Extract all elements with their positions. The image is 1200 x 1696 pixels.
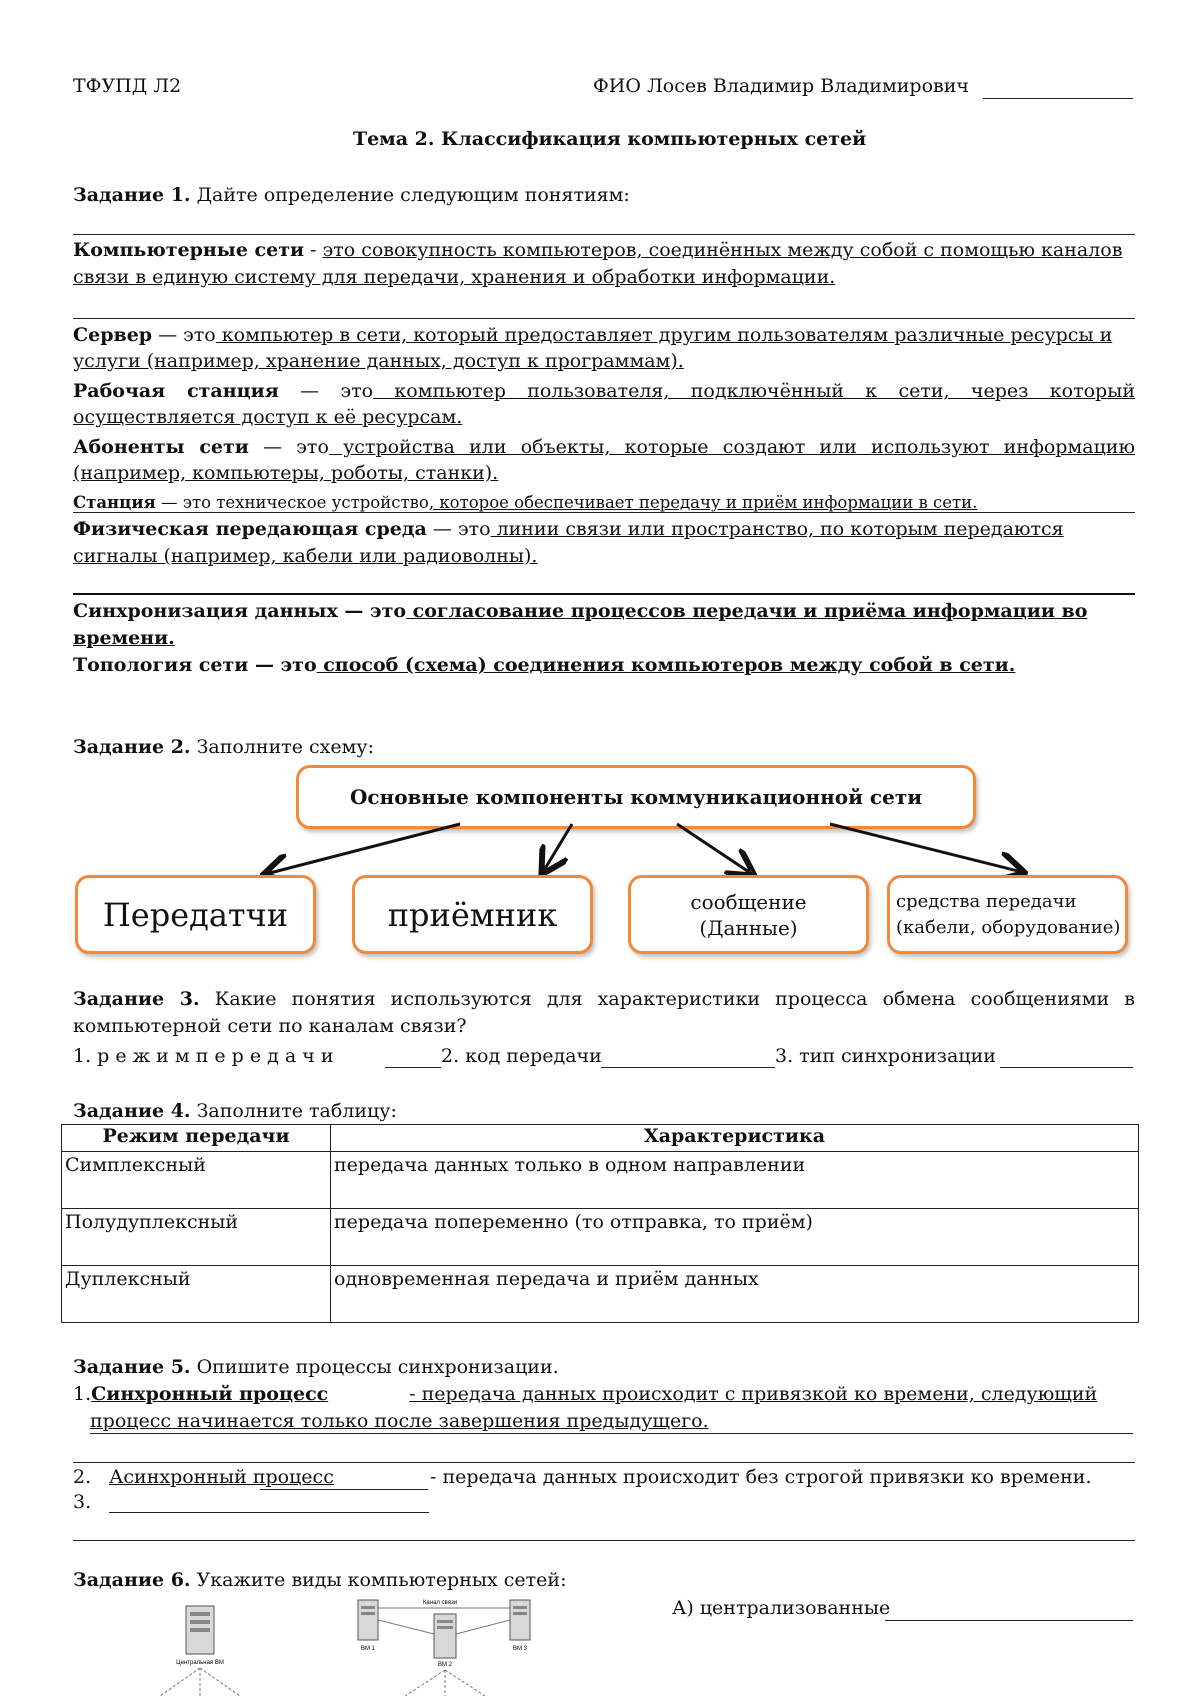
task3-answer-1: 1. р е ж и м п е р е д а ч и — [73, 1045, 334, 1067]
table-cell: Симплексный — [62, 1152, 331, 1209]
fig-label: Центральная ВМ — [176, 1660, 224, 1666]
answer-blank — [885, 1620, 1133, 1621]
table-row — [62, 1266, 1139, 1323]
table-cell: Дуплексный — [62, 1266, 331, 1323]
task5-heading: Задание 5. Опишите процессы синхронизации. — [73, 1356, 559, 1378]
def-station: Станция — это техническое устройство, которое обеспечивает передачу и приём информации в сети. — [73, 493, 978, 512]
computer-icon — [510, 1600, 530, 1640]
answer-blank — [109, 1512, 429, 1513]
diagram-node-transmitter: Передатчи — [75, 875, 316, 954]
central-server-icon — [186, 1606, 214, 1654]
fig-label: ВМ 2 — [437, 1662, 453, 1668]
divider — [73, 512, 1135, 513]
def-sync-2: времени. — [73, 627, 175, 649]
def-medium-2: сигналы (например, кабели или радиоволны). — [73, 545, 538, 567]
answer-blank — [601, 1067, 775, 1068]
def-workstation: Рабочая станция — это компьютер пользователя, подключённый к сети, через который — [73, 380, 1136, 402]
fig-label: ВМ 3 — [512, 1646, 528, 1652]
network-figure — [140, 1598, 560, 1696]
task4-heading: Задание 4. Заполните таблицу: — [73, 1100, 397, 1122]
task2-heading: Задание 2. Заполните схему: — [73, 736, 374, 758]
answer-blank — [90, 1433, 1133, 1434]
table-row — [62, 1152, 1139, 1209]
task5-item-1-2: процесс начинается только после завершения предыдущего. — [90, 1410, 709, 1432]
diagram-node-message: сообщение (Данные) — [628, 875, 869, 954]
def-sync: Синхронизация данных — это согласование процессов передачи и приёма информации во — [73, 600, 1088, 622]
table-cell: одновременная передача и приём данных — [331, 1266, 1139, 1323]
task3-heading-2: компьютерной сети по каналам связи? — [73, 1015, 467, 1037]
answer-blank — [385, 1067, 441, 1068]
table-header: Характеристика — [331, 1125, 1139, 1152]
diagram-root: Основные компоненты коммуникационной сети — [296, 765, 976, 829]
page-title: Тема 2. Классификация компьютерных сетей — [353, 128, 867, 150]
table-cell: Полудуплексный — [62, 1209, 331, 1266]
def-topology: Топология сети — это способ (схема) соединения компьютеров между собой в сети. — [73, 654, 1016, 676]
task6-answer-a: А) централизованные — [672, 1597, 891, 1619]
table-header: Режим передачи — [62, 1125, 331, 1152]
diagram-arrows — [0, 820, 1200, 880]
name-blank — [983, 98, 1133, 99]
def-server: Сервер — это компьютер в сети, который предоставляет другим пользователям различные ресурсы и — [73, 324, 1113, 346]
computer-icon — [434, 1614, 456, 1658]
task3-answer-3: 3. тип синхронизации — [775, 1045, 996, 1067]
divider — [73, 593, 1135, 595]
def-network: Компьютерные сети - это совокупность компьютеров, соединённых между собой с помощью каналов — [73, 239, 1123, 261]
table-row — [62, 1209, 1139, 1266]
task5-item-2: 2. Асинхронный процесс - передача данных происходит без строгой привязки ко времени. — [73, 1466, 1092, 1488]
doc-code: ТФУПД Л2 — [73, 75, 182, 97]
def-server-2: услуги (например, хранение данных, доступ к программам). — [73, 350, 684, 372]
def-subscribers-2: (например, компьютеры, роботы, станки). — [73, 462, 499, 484]
fig-label: Канал связи — [422, 1600, 458, 1606]
divider — [73, 234, 1135, 235]
table-cell: передача данных только в одном направлении — [331, 1152, 1139, 1209]
diagram-node-media: средства передачи (кабели, оборудование) — [887, 875, 1128, 954]
def-workstation-2: осуществляется доступ к её ресурсам. — [73, 406, 463, 428]
table-header-row — [62, 1125, 1139, 1152]
divider — [73, 318, 1135, 319]
task3-heading: Задание 3. Какие понятия используются для характеристики процесса обмена сообщениями в — [73, 988, 1136, 1010]
computer-icon — [358, 1600, 378, 1640]
task5-item-1: 1.Синхронный процесс - передача данных происходит с привязкой ко времени, следующий — [73, 1383, 1098, 1405]
answer-blank — [73, 1540, 1135, 1541]
def-network-2: связи в единую систему для передачи, хранения и обработки информации. — [73, 266, 836, 288]
student-name: ФИО Лосев Владимир Владимирович — [593, 75, 969, 97]
task6-heading: Задание 6. Укажите виды компьютерных сетей: — [73, 1569, 567, 1591]
task5-item-3: 3. — [73, 1491, 92, 1513]
def-medium: Физическая передающая среда — это линии связи или пространство, по которым передаются — [73, 518, 1064, 540]
def-subscribers: Абоненты сети — это устройства или объекты, которые создают или используют информацию — [73, 436, 1136, 458]
answer-blank — [260, 1489, 428, 1490]
task3-answer-2: 2. код передачи — [441, 1045, 602, 1067]
table-cell: передача попеременно (то отправка, то приём) — [331, 1209, 1139, 1266]
answer-blank — [1000, 1067, 1133, 1068]
task1-heading: Задание 1. Дайте определение следующим понятиям: — [73, 184, 630, 206]
fig-label: ВМ 1 — [360, 1646, 376, 1652]
answer-blank — [73, 1462, 1135, 1463]
diagram-node-receiver: приёмник — [352, 875, 593, 954]
transmission-modes-table — [61, 1124, 1139, 1323]
